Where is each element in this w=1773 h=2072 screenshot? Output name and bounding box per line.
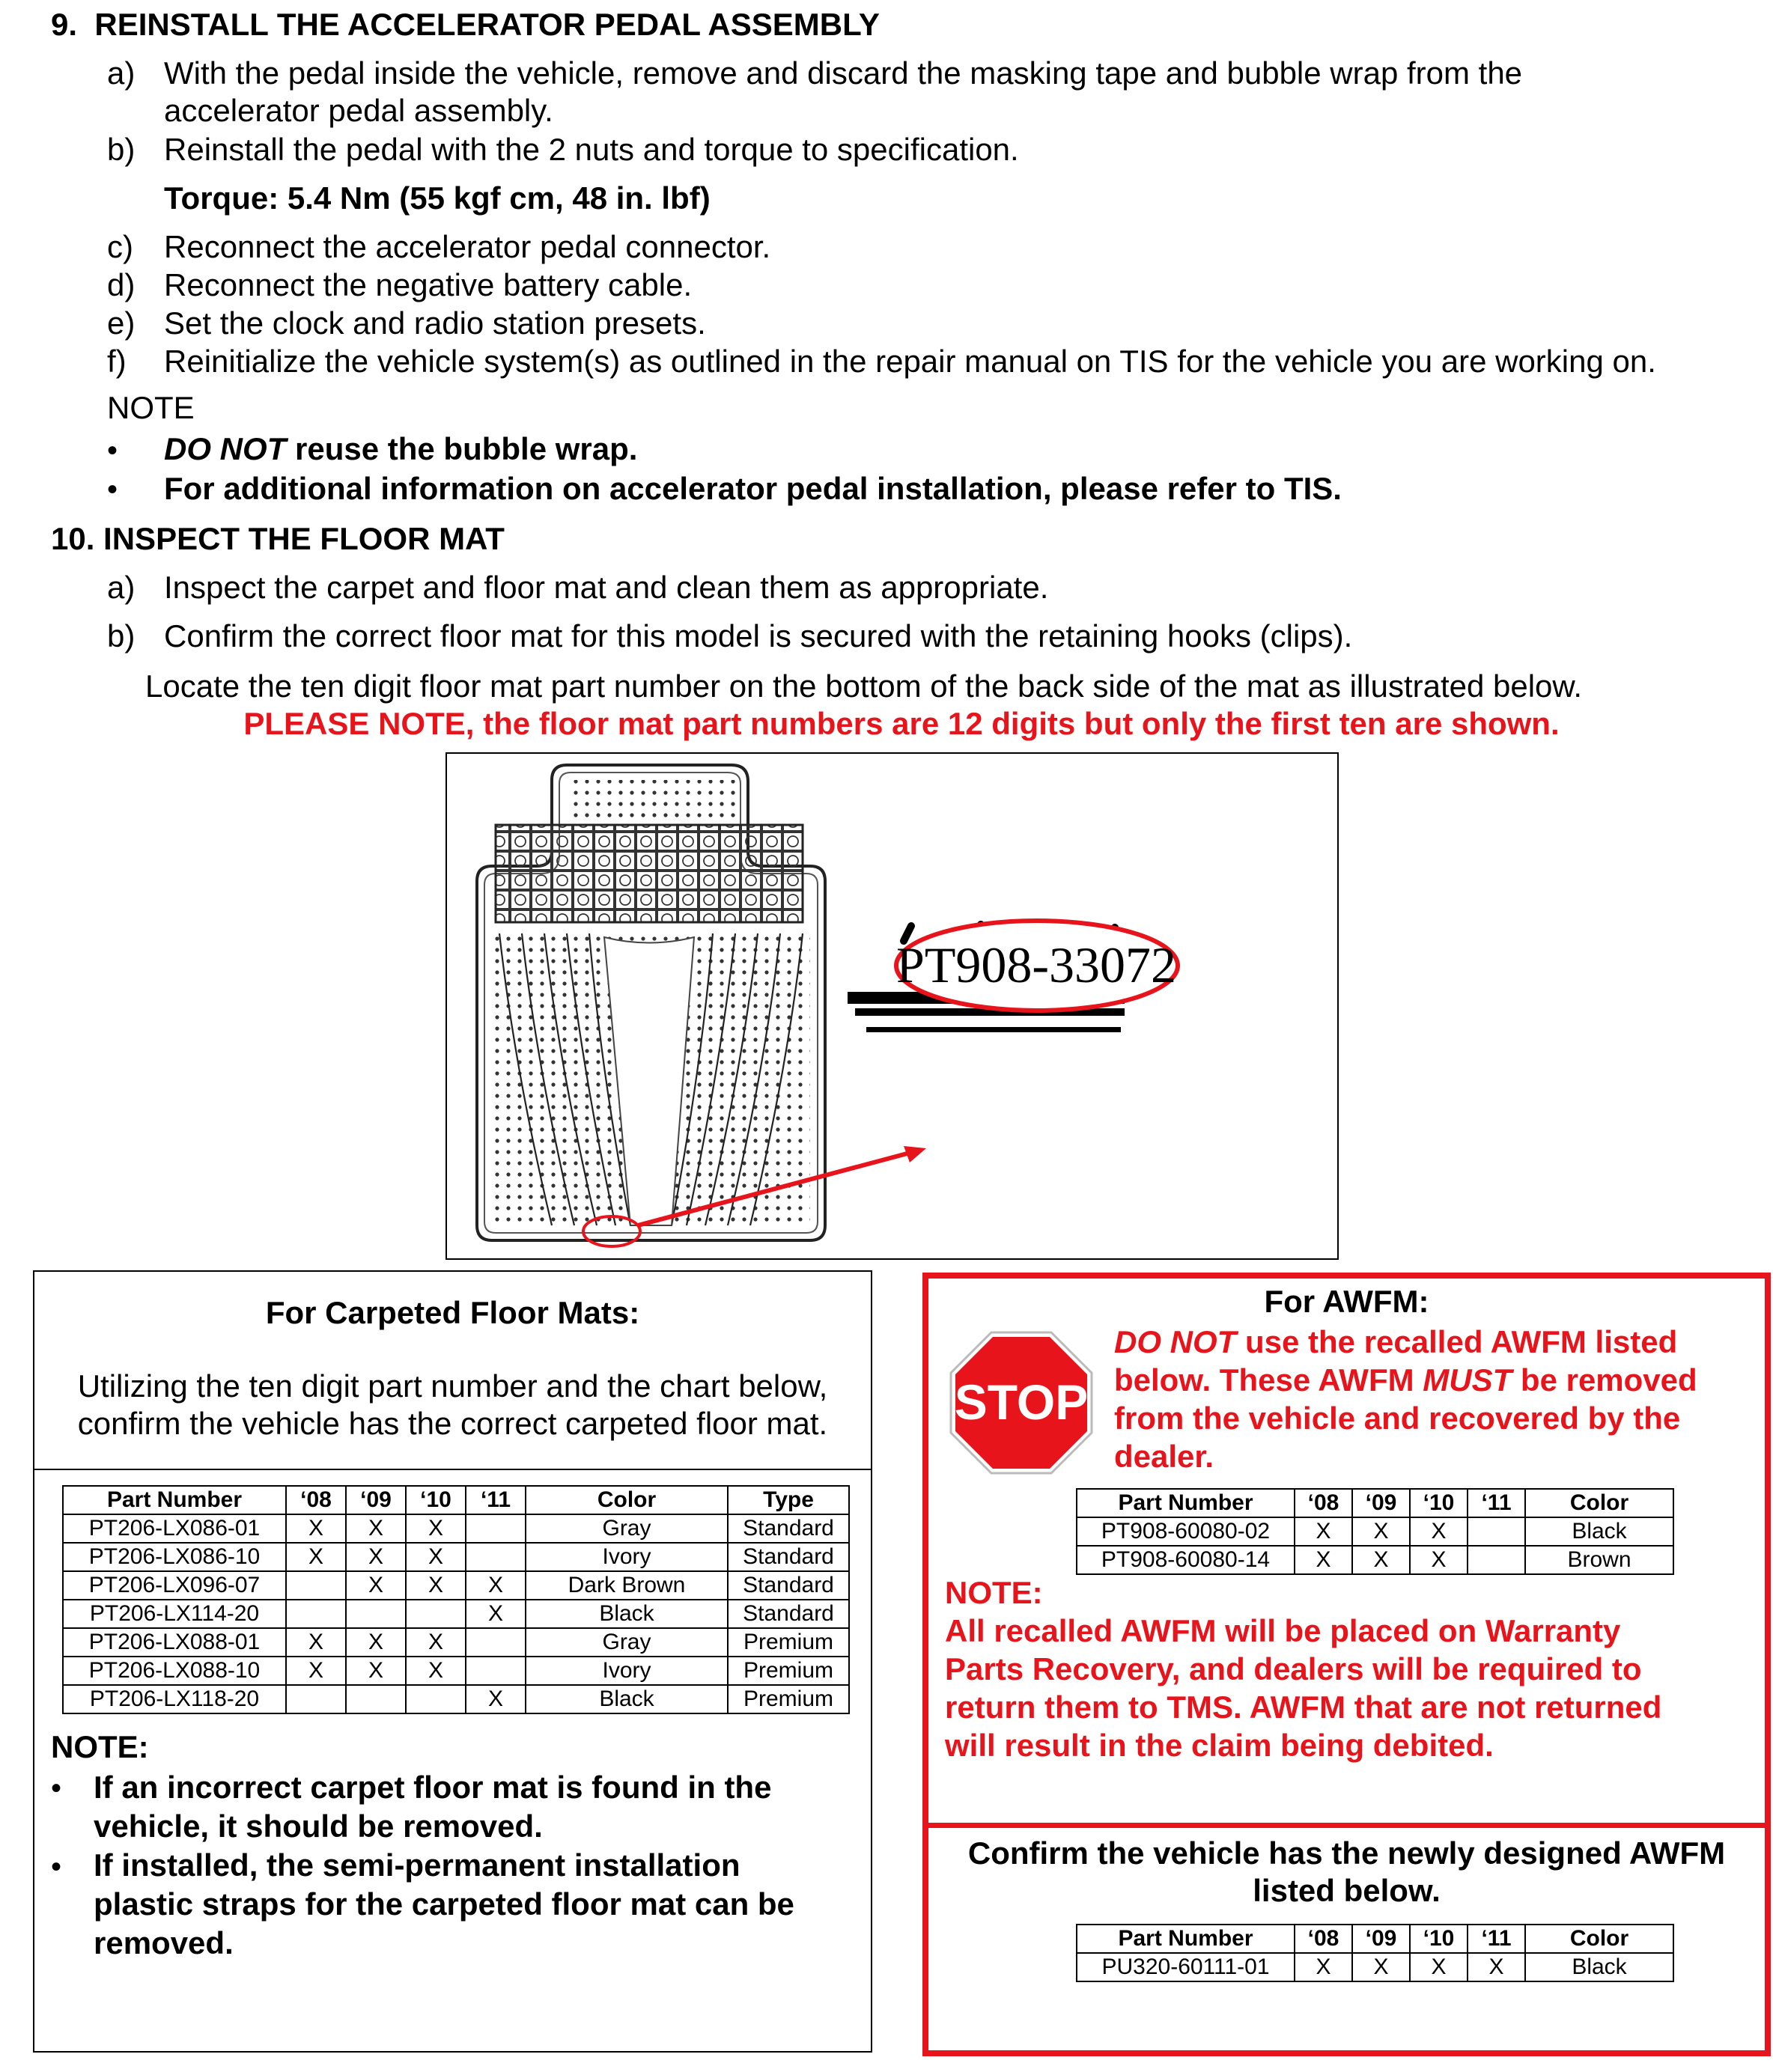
awfm-note-line: will result in the claim being debited.: [945, 1728, 1494, 1763]
carpeted-heading: For Carpeted Floor Mats:: [265, 1295, 640, 1330]
cell: Standard: [728, 1514, 849, 1543]
column-header: Color: [1525, 1925, 1673, 1953]
cell: PU320-60111-01: [1077, 1953, 1295, 1981]
carpeted-panel-header: [34, 1272, 871, 1470]
cell: [406, 1685, 466, 1713]
column-header: Part Number: [1077, 1489, 1295, 1517]
cell: [346, 1600, 406, 1628]
cell: PT206-LX086-01: [63, 1514, 286, 1543]
step-text: Inspect the carpet and floor mat and clean them as appropriate.: [164, 570, 1049, 605]
awfm-divider: [928, 1823, 1765, 1828]
table-row: [63, 1628, 849, 1657]
carpeted-note-heading: NOTE:: [51, 1729, 149, 1764]
carpeted-intro: confirm the vehicle has the correct carpeted floor mat.: [77, 1406, 828, 1441]
carpeted-note-item: vehicle, it should be removed.: [94, 1809, 543, 1844]
cell: X: [1295, 1953, 1352, 1981]
cell: X: [286, 1657, 346, 1685]
awfm-warning-line: DO NOT use the recalled AWFM listed: [1114, 1324, 1678, 1359]
cell: Premium: [728, 1628, 849, 1657]
cell: X: [406, 1571, 466, 1600]
column-header: ‘11: [1468, 1489, 1525, 1517]
cell: X: [346, 1571, 406, 1600]
step-text: Confirm the correct floor mat for this model is secured with the retaining hooks (clips).: [164, 618, 1353, 653]
cell: X: [346, 1657, 406, 1685]
column-header: ‘09: [1352, 1489, 1410, 1517]
step-label: e): [107, 305, 136, 341]
cell: X: [1468, 1953, 1525, 1981]
carpeted-parts-table: [62, 1485, 850, 1714]
table-row: [63, 1571, 849, 1600]
awfm-warning-line: below. These AWFM MUST be removed: [1114, 1362, 1697, 1398]
step-label: a): [107, 55, 136, 91]
awfm-warning-line: from the vehicle and recovered by the: [1114, 1401, 1681, 1436]
cell: Dark Brown: [526, 1571, 728, 1600]
cell: X: [1410, 1517, 1468, 1546]
cell: X: [466, 1571, 526, 1600]
cell: X: [346, 1628, 406, 1657]
column-header: ‘11: [1468, 1925, 1525, 1953]
step-text: Reinstall the pedal with the 2 nuts and torque to specification.: [164, 132, 1019, 167]
table-header-row: [1077, 1925, 1673, 1953]
cell: [466, 1628, 526, 1657]
cell: [1468, 1546, 1525, 1574]
cell: [406, 1600, 466, 1628]
table-row: [63, 1685, 849, 1713]
cell: X: [286, 1514, 346, 1543]
awfm-confirm-text: Confirm the vehicle has the newly designed AWFM: [967, 1835, 1726, 1871]
cell: PT908-60080-02: [1077, 1517, 1295, 1546]
carpeted-intro: Utilizing the ten digit part number and the chart below,: [77, 1368, 828, 1404]
bullet-icon: •: [51, 1850, 62, 1883]
step-text: accelerator pedal assembly.: [164, 93, 553, 128]
note-item: For additional information on accelerator pedal installation, please refer to TIS.: [164, 471, 1342, 506]
column-header: Color: [1525, 1489, 1673, 1517]
cell: X: [1295, 1517, 1352, 1546]
column-header: ‘10: [1410, 1925, 1468, 1953]
carpeted-floor-mats-panel: [33, 1270, 872, 2053]
bullet-icon: •: [107, 434, 118, 467]
column-header: Type: [728, 1486, 849, 1514]
cell: X: [466, 1600, 526, 1628]
svg-text:STOP: STOP: [954, 1374, 1089, 1430]
cell: PT206-LX088-10: [63, 1657, 286, 1685]
step-label: b): [107, 132, 136, 167]
cell: [286, 1600, 346, 1628]
column-header: ‘08: [1295, 1489, 1352, 1517]
cell: X: [1352, 1546, 1410, 1574]
step-text: With the pedal inside the vehicle, remove and discard the masking tape and bubble wrap from the: [164, 55, 1523, 91]
cell: X: [346, 1514, 406, 1543]
table-row: [63, 1543, 849, 1571]
cell: PT206-LX114-20: [63, 1600, 286, 1628]
floor-mat-figure: [445, 752, 1339, 1260]
floor-mat-illustration: [447, 754, 1336, 1258]
table-row: [1077, 1517, 1673, 1546]
carpeted-note-item: If installed, the semi-permanent installation: [94, 1847, 740, 1883]
step-text: Reinitialize the vehicle system(s) as outlined in the repair manual on TIS for the vehicle you are working on.: [164, 344, 1656, 379]
mat-heel-grid: [496, 825, 803, 922]
cell: Brown: [1525, 1546, 1673, 1574]
table-row: [1077, 1546, 1673, 1574]
cell: X: [1295, 1546, 1352, 1574]
stop-sign-icon: [949, 1331, 1093, 1475]
cell: X: [406, 1514, 466, 1543]
column-header: ‘10: [1410, 1489, 1468, 1517]
table-row: [63, 1600, 849, 1628]
column-header: ‘11: [466, 1486, 526, 1514]
new-awfm-table: [1076, 1924, 1674, 1982]
cell: [466, 1514, 526, 1543]
cell: X: [286, 1628, 346, 1657]
awfm-note-line: Parts Recovery, and dealers will be required to: [945, 1651, 1642, 1686]
table-row: [63, 1657, 849, 1685]
cell: Gray: [526, 1514, 728, 1543]
cell: Ivory: [526, 1657, 728, 1685]
awfm-note-line: return them to TMS. AWFM that are not returned: [945, 1689, 1662, 1725]
cell: X: [286, 1543, 346, 1571]
cell: X: [406, 1543, 466, 1571]
column-header: ‘08: [1295, 1925, 1352, 1953]
step-label: a): [107, 570, 136, 605]
carpeted-note-item: removed.: [94, 1925, 234, 1960]
cell: Ivory: [526, 1543, 728, 1571]
awfm-panel: [922, 1273, 1771, 2056]
cell: Premium: [728, 1685, 849, 1713]
step-label: f): [107, 344, 127, 379]
cell: Standard: [728, 1571, 849, 1600]
cell: X: [406, 1628, 466, 1657]
carpeted-note-item: plastic straps for the carpeted floor mat can be: [94, 1886, 794, 1922]
cell: X: [466, 1685, 526, 1713]
cell: Gray: [526, 1628, 728, 1657]
table-header-row: [63, 1486, 849, 1514]
awfm-heading: For AWFM:: [1264, 1284, 1429, 1319]
awfm-warning-line: dealer.: [1114, 1439, 1214, 1474]
column-header: ‘08: [286, 1486, 346, 1514]
column-header: Part Number: [1077, 1925, 1295, 1953]
cell: [466, 1657, 526, 1685]
awfm-note-line: All recalled AWFM will be placed on Warranty: [945, 1613, 1621, 1648]
cell: X: [1352, 1517, 1410, 1546]
figure-part-number: PT908-33072: [896, 936, 1176, 993]
note-heading: NOTE: [107, 390, 195, 425]
locate-instruction: Locate the ten digit floor mat part number on the bottom of the back side of the mat as illustrated below.: [145, 668, 1583, 704]
column-header: Part Number: [63, 1486, 286, 1514]
column-header: ‘10: [406, 1486, 466, 1514]
table-row: [1077, 1953, 1673, 1981]
cell: Black: [1525, 1953, 1673, 1981]
cell: Black: [526, 1685, 728, 1713]
cell: PT206-LX088-01: [63, 1628, 286, 1657]
cell: X: [1410, 1953, 1468, 1981]
cell: PT908-60080-14: [1077, 1546, 1295, 1574]
cell: PT206-LX118-20: [63, 1685, 286, 1713]
step-text: Reconnect the accelerator pedal connector.: [164, 229, 771, 264]
cell: Black: [1525, 1517, 1673, 1546]
cell: [346, 1685, 406, 1713]
table-header-row: [1077, 1489, 1673, 1517]
cell: [286, 1571, 346, 1600]
cell: [286, 1685, 346, 1713]
cell: X: [1410, 1546, 1468, 1574]
step-text: Reconnect the negative battery cable.: [164, 267, 693, 302]
step-text: Set the clock and radio station presets.: [164, 305, 706, 341]
cell: Standard: [728, 1600, 849, 1628]
awfm-confirm-text: listed below.: [1253, 1873, 1441, 1908]
section-9-title: 9. REINSTALL THE ACCELERATOR PEDAL ASSEMBLY: [51, 7, 880, 42]
cell: Standard: [728, 1543, 849, 1571]
cell: X: [346, 1543, 406, 1571]
step-label: c): [107, 229, 133, 264]
carpeted-note-item: If an incorrect carpet floor mat is found in the: [94, 1770, 772, 1805]
table-row: [63, 1514, 849, 1543]
column-header: Color: [526, 1486, 728, 1514]
recalled-awfm-table: [1076, 1488, 1674, 1575]
please-note-warning: PLEASE NOTE, the floor mat part numbers are 12 digits but only the first ten are shown.: [243, 706, 1560, 741]
note-item: DO NOT reuse the bubble wrap.: [164, 431, 638, 466]
torque-spec: Torque: 5.4 Nm (55 kgf cm, 48 in. lbf): [164, 180, 711, 216]
bullet-icon: •: [51, 1772, 62, 1805]
bullet-icon: •: [107, 473, 118, 506]
cell: X: [1352, 1953, 1410, 1981]
cell: PT206-LX086-10: [63, 1543, 286, 1571]
cell: X: [406, 1657, 466, 1685]
cell: PT206-LX096-07: [63, 1571, 286, 1600]
section-10-title: 10. INSPECT THE FLOOR MAT: [51, 521, 505, 556]
cell: Premium: [728, 1657, 849, 1685]
awfm-note-heading: NOTE:: [945, 1575, 1043, 1610]
cell: Black: [526, 1600, 728, 1628]
step-label: d): [107, 267, 136, 302]
column-header: ‘09: [1352, 1925, 1410, 1953]
cell: [466, 1543, 526, 1571]
column-header: ‘09: [346, 1486, 406, 1514]
step-label: b): [107, 618, 136, 653]
cell: [1468, 1517, 1525, 1546]
